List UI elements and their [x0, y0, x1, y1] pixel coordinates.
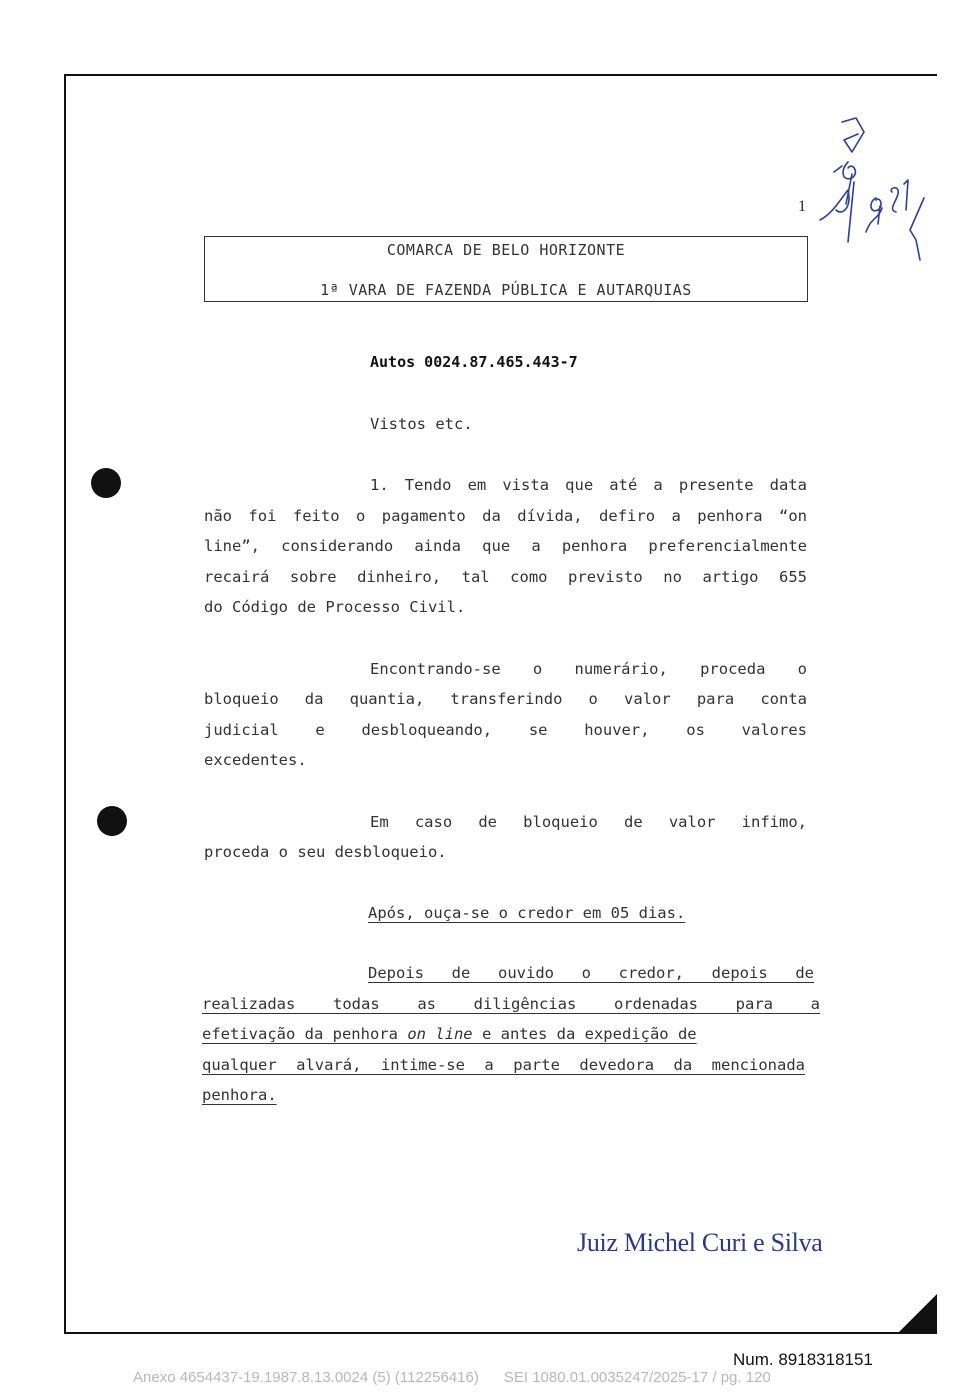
initials-scribble — [842, 118, 864, 152]
paragraph-5-line: efetivação da penhora on line e antes da expedição de — [202, 1025, 697, 1043]
footer-reference: Anexo 4654437-19.1987.8.13.0024 (5) (112256416) SEI 1080.01.0035247/2025-17 / pg. 120 — [133, 1369, 771, 1386]
paragraph-5-line: qualquer alvará, intime-se a parte devedora da mencionada — [202, 1056, 805, 1074]
document-number-stamp: Num. 8918318151 — [733, 1350, 873, 1369]
paragraph-1-line: recairá sobre dinheiro, tal como previsto no artigo 655 — [204, 568, 807, 586]
paragraph-1-line: 1. Tendo em vista que até a presente data — [370, 476, 807, 494]
court-name: COMARCA DE BELO HORIZONTE — [386, 241, 626, 259]
handwritten-folio-marks — [812, 112, 937, 272]
paragraph-2-line: bloqueio da quantia, transferindo o valor para conta — [204, 690, 807, 708]
court-division: 1ª VARA DE FAZENDA PÚBLICA E AUTARQUIAS — [320, 281, 692, 299]
paragraph-4: Após, ouça-se o credor em 05 dias. — [368, 904, 686, 922]
court-header-box — [204, 236, 808, 302]
case-number: Autos 0024.87.465.443-7 — [370, 353, 578, 371]
paragraph-5-line: penhora. — [202, 1086, 277, 1104]
paragraph-1-line: line”, considerando ainda que a penhora preferencialmente — [204, 537, 807, 555]
page-fold-corner — [899, 1294, 937, 1332]
paragraph-1-line: não foi feito o pagamento da dívida, defiro a penhora “on — [204, 507, 807, 525]
paragraph-3-line: Em caso de bloqueio de valor infimo, — [370, 813, 807, 831]
paragraph-5-line: realizadas todas as diligências ordenadas para a — [202, 995, 820, 1013]
on-line-italic: on line — [407, 1025, 473, 1043]
paragraph-2-line: Encontrando-se o numerário, proceda o — [370, 660, 807, 678]
paragraph-2-line: judicial e desbloqueando, se houver, os valores — [204, 721, 807, 739]
page-number: 1 — [798, 198, 806, 215]
paragraph-1-line: do Código de Processo Civil. — [204, 598, 466, 616]
paragraph-3-line: proceda o seu desbloqueio. — [204, 843, 447, 861]
punch-hole — [97, 806, 127, 836]
judge-signature: Juiz Michel Curi e Silva — [577, 1228, 823, 1257]
greeting: Vistos etc. — [370, 415, 473, 433]
punch-hole — [91, 468, 121, 498]
paragraph-5-line: Depois de ouvido o credor, depois de — [368, 964, 814, 982]
paragraph-2-line: excedentes. — [204, 751, 307, 769]
